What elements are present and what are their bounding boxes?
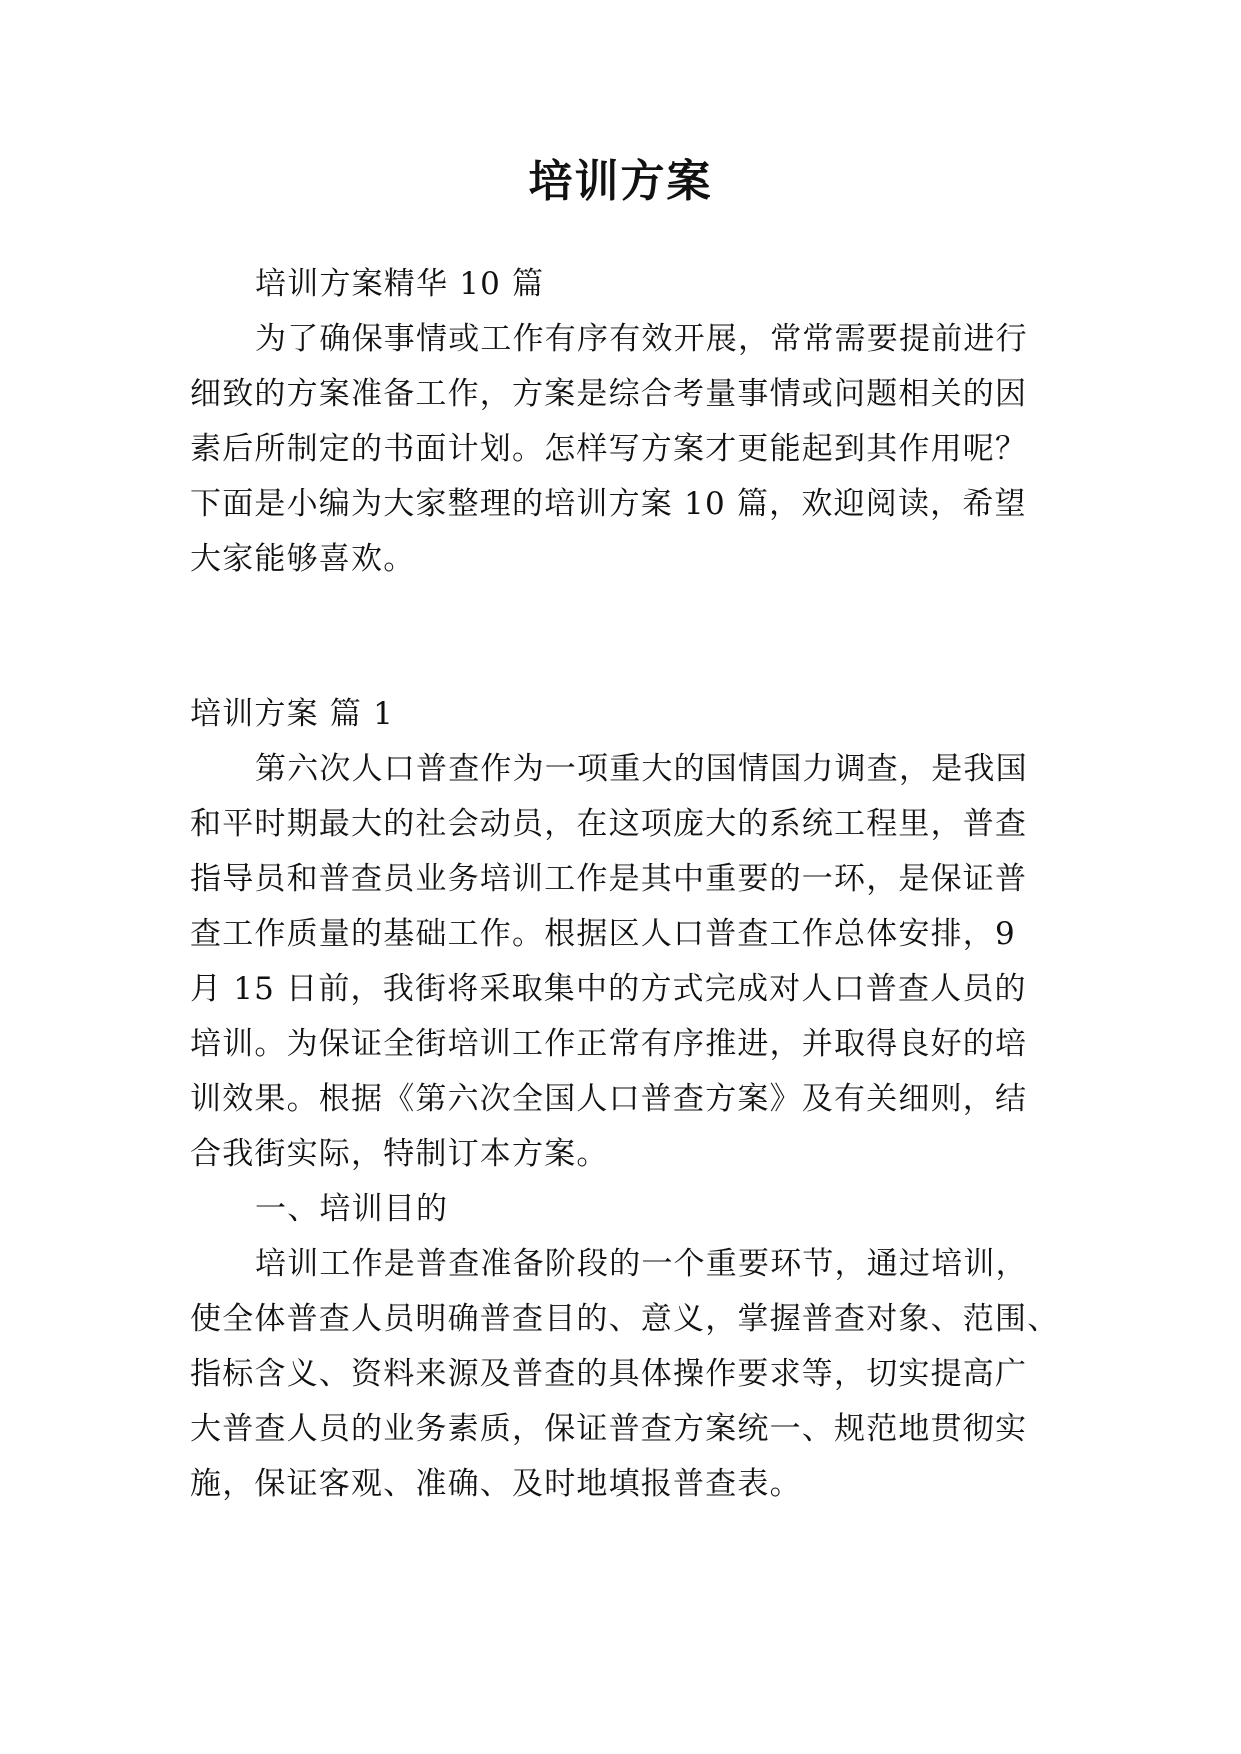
section-para1-line: 指导员和普查员业务培训工作是其中重要的一环，是保证普: [190, 861, 1028, 897]
intro-line: 为了确保事情或工作有序有效开展，常常需要提前进行: [255, 321, 1028, 357]
intro-line: 素后所制定的书面计划。怎样写方案才更能起到其作用呢？: [190, 431, 1028, 467]
intro-line: 大家能够喜欢。: [190, 541, 416, 577]
section-para1-line: 合我街实际，特制订本方案。: [190, 1136, 609, 1172]
section-para2-line: 指标含义、资料来源及普查的具体操作要求等，切实提高广: [190, 1356, 1028, 1392]
section-para1-line: 第六次人口普查作为一项重大的国情国力调查，是我国: [255, 751, 1028, 787]
section-para2-line: 大普查人员的业务素质，保证普查方案统一、规范地贯彻实: [190, 1411, 1028, 1447]
section-para2-line: 培训工作是普查准备阶段的一个重要环节，通过培训，: [255, 1246, 1028, 1282]
section-subheading: 一、培训目的: [255, 1191, 449, 1227]
section-para1-line: 训效果。根据《第六次全国人口普查方案》及有关细则，结: [190, 1081, 1028, 1117]
intro-line: 下面是小编为大家整理的培训方案 10 篇，欢迎阅读，希望: [190, 486, 1027, 522]
section-para1-line: 和平时期最大的社会动员，在这项庞大的系统工程里，普查: [190, 806, 1028, 842]
section-para2-line: 施，保证客观、准确、及时地填报普查表。: [190, 1466, 802, 1502]
section-para1-line: 培训。为保证全街培训工作正常有序推进，并取得良好的培: [190, 1026, 1028, 1062]
intro-line: 细致的方案准备工作，方案是综合考量事情或问题相关的因: [190, 376, 1028, 412]
section-para1-line: 查工作质量的基础工作。根据区人口普查工作总体安排，9: [190, 916, 1016, 952]
document-subtitle: 培训方案精华 10 篇: [255, 266, 545, 302]
section-heading: 培训方案 篇 1: [190, 696, 395, 732]
section-para2-line: 使全体普查人员明确普查目的、意义，掌握普查对象、范围、: [190, 1301, 1060, 1337]
document-title: 培训方案: [528, 156, 713, 207]
section-para1-line: 月 15 日前，我街将采取集中的方式完成对人口普查人员的: [190, 971, 1027, 1007]
